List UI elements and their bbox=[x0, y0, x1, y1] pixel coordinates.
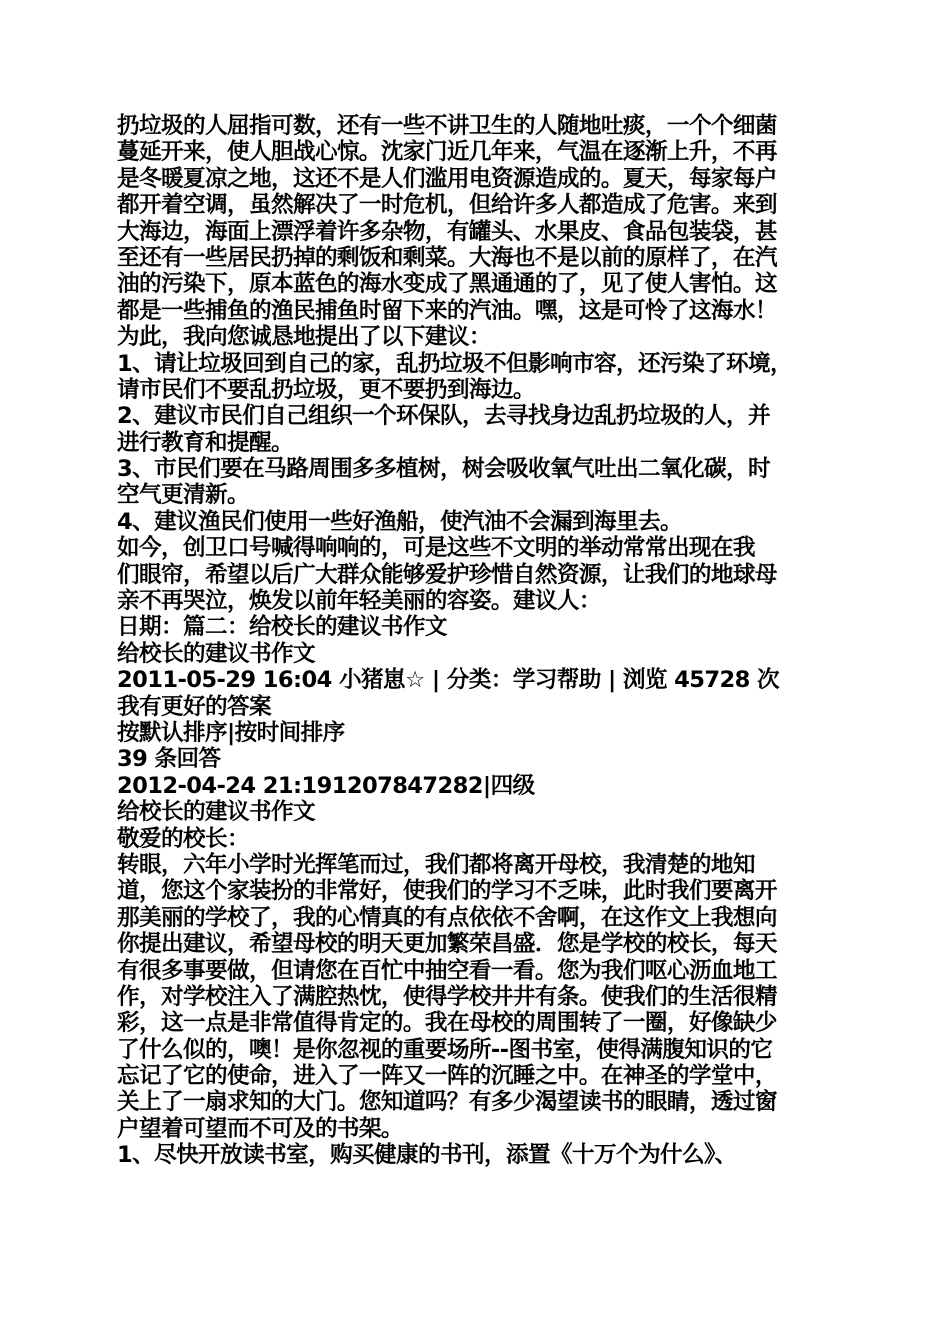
text-line: 油的污染下，原本蓝色的海水变成了黑通通的了，见了使人害怕。这 bbox=[117, 271, 777, 298]
text-line: 转眼，六年小学时光挥笔而过，我们都将离开母校，我清楚的地知 bbox=[117, 851, 755, 878]
text-line: 3、市民们要在马路周围多多植树，树会吸收氧气吐出二氧化碳，时 bbox=[117, 456, 770, 483]
text-line: 给校长的建议书作文 bbox=[117, 799, 315, 826]
text-line: 2、建议市民们自己组织一个环保队，去寻找身边乱扔垃圾的人，并 bbox=[117, 403, 770, 430]
text-line: 日期：篇二：给校长的建议书作文 bbox=[117, 614, 447, 641]
text-line: 1、尽快开放读书室，购买健康的书刊，添置《十万个为什么》、 bbox=[117, 1142, 737, 1169]
text-line: 进行教育和提醒。 bbox=[117, 429, 293, 456]
text-line: 都是一些捕鱼的渔民捕鱼时留下来的汽油。嘿，这是可怜了这海水！ bbox=[117, 297, 777, 324]
text-line: 请市民们不要乱扔垃圾，更不要扔到海边。 bbox=[117, 376, 535, 403]
text-line: 我有更好的答案 bbox=[117, 693, 271, 720]
text-line: 4、建议渔民们使用一些好渔船，使汽油不会漏到海里去。 bbox=[117, 508, 682, 535]
text-line: 是冬暖夏凉之地，这还不是人们滥用电资源造成的。夏天，每家每户 bbox=[117, 165, 777, 192]
text-line: 们眼帘，希望以后广大群众能够爱护珍惜自然资源，让我们的地球母 bbox=[117, 561, 777, 588]
text-line: 作，对学校注入了满腔热忱，使得学校井井有条。使我们的生活很精 bbox=[117, 983, 777, 1010]
text-line: 都开着空调，虽然解决了一时危机，但给许多人都造成了危害。来到 bbox=[117, 192, 777, 219]
text-line: 大海边，海面上漂浮着许多杂物，有罐头、水果皮、食品包装袋，甚 bbox=[117, 218, 777, 245]
text-line: 那美丽的学校了，我的心情真的有点依依不舍啊，在这作文上我想向 bbox=[117, 904, 777, 931]
text-line: 忘记了它的使命，进入了一阵又一阵的沉睡之中。在神圣的学堂中， bbox=[117, 1063, 777, 1090]
text-line: 给校长的建议书作文 bbox=[117, 640, 315, 667]
text-line: 关上了一扇求知的大门。您知道吗？有多少渴望读书的眼睛，透过窗 bbox=[117, 1089, 777, 1116]
text-line: 亲不再哭泣，焕发以前年轻美丽的容姿。建议人： bbox=[117, 588, 601, 615]
text-line: 有很多事要做，但请您在百忙中抽空看一看。您为我们呕心沥血地工 bbox=[117, 957, 777, 984]
document-page bbox=[117, 113, 845, 1169]
text-line: 39 条回答 bbox=[117, 746, 221, 773]
text-line: 了什么似的，噢！是你忽视的重要场所--图书室，使得满腹知识的它 bbox=[117, 1036, 773, 1063]
text-line: 2011-05-29 16:04 小猪崽☆ | 分类：学习帮助 | 浏览 45728 次 bbox=[117, 667, 780, 694]
text-line: 户望着可望而不可及的书架。 bbox=[117, 1115, 403, 1142]
text-line: 敬爱的校长： bbox=[117, 825, 249, 852]
text-line: 1、请让垃圾回到自己的家，乱扔垃圾不但影响市容，还污染了环境， bbox=[117, 350, 792, 377]
text-line: 蔓延开来，使人胆战心惊。沈家门近几年来，气温在逐渐上升，不再 bbox=[117, 139, 777, 166]
text-line: 如今，创卫口号喊得响响的，可是这些不文明的举动常常出现在我 bbox=[117, 535, 755, 562]
text-line: 你提出建议，希望母校的明天更加繁荣昌盛．您是学校的校长，每天 bbox=[117, 931, 777, 958]
text-line: 2012-04-24 21:191207847282|四级 bbox=[117, 772, 535, 799]
text-line: 按默认排序|按时间排序 bbox=[117, 719, 345, 746]
text-line: 空气更清新。 bbox=[117, 482, 249, 509]
text-line: 为此，我向您诚恳地提出了以下建议： bbox=[117, 324, 491, 351]
text-line: 扔垃圾的人屈指可数，还有一些不讲卫生的人随地吐痰，一个个细菌 bbox=[117, 113, 777, 139]
text-line: 彩，这一点是非常值得肯定的。我在母校的周围转了一圈，好像缺少 bbox=[117, 1010, 777, 1037]
text-line: 至还有一些居民扔掉的剩饭和剩菜。大海也不是以前的原样了，在汽 bbox=[117, 244, 777, 271]
text-line: 道，您这个家装扮的非常好，使我们的学习不乏味，此时我们要离开 bbox=[117, 878, 777, 905]
